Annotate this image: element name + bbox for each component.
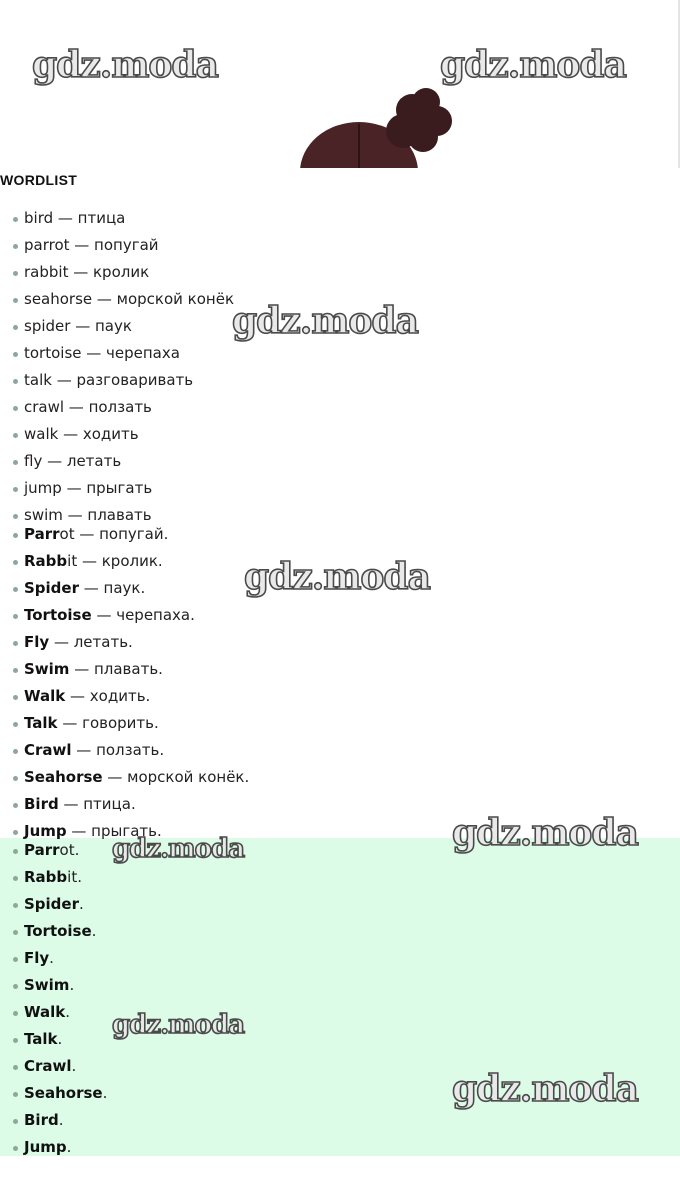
list-item-text: . <box>49 949 54 967</box>
list-item <box>0 1001 680 1028</box>
list-item-text: . <box>102 1084 108 1102</box>
list-item <box>0 893 680 920</box>
list-item-text: — прыгать. <box>66 822 162 840</box>
list-item-text: parrot — попугай <box>24 236 159 254</box>
list-item-bold: Fly <box>24 949 50 967</box>
list-item-text: — ползать. <box>71 741 165 759</box>
watermark: gdz.moda <box>32 44 218 86</box>
list-item-bold: Seahorse <box>24 1084 103 1102</box>
list-item <box>0 342 680 369</box>
list-item-text: ot. <box>59 841 80 859</box>
list-item-bold: Swim <box>24 660 70 678</box>
list-item-text: walk — ходить <box>24 425 139 443</box>
list-item <box>0 766 680 793</box>
hair-curl <box>408 122 438 152</box>
list-item-bold: Jump <box>24 822 67 840</box>
list-item <box>0 1028 680 1055</box>
list-item-text: bird — птица <box>24 209 126 227</box>
list-item-text: . <box>79 895 84 913</box>
list-item-bold: Crawl <box>24 1057 72 1075</box>
list-item <box>0 450 680 477</box>
list-item-text: . <box>66 1138 72 1156</box>
watermark: gdz.moda <box>112 834 245 864</box>
wordlist-heading: WORDLIST <box>0 172 78 188</box>
list-item-bold: Tortoise <box>24 606 92 624</box>
list-item-text: . <box>57 1030 63 1048</box>
list-item <box>0 658 680 685</box>
list-item-bold: Spider <box>24 579 79 597</box>
list-item-bold: Parr <box>24 525 60 543</box>
list-item <box>0 369 680 396</box>
list-item-text: . <box>69 976 75 994</box>
list-item-text: rabbit — кролик <box>24 263 150 281</box>
list-item-bold: Bird <box>24 1111 59 1129</box>
list-item-bold: Parr <box>24 841 60 859</box>
list-item-bold: Talk <box>24 714 58 732</box>
wordlist <box>0 207 680 531</box>
list-item-text: . <box>91 922 97 940</box>
list-item-bold: Tortoise <box>24 922 92 940</box>
list-item <box>0 207 680 234</box>
list-item <box>0 920 680 947</box>
list-item-bold: Rabb <box>24 552 68 570</box>
list-item-text: — черепаха. <box>91 606 195 624</box>
list-item-bold: Spider <box>24 895 79 913</box>
list-item <box>0 604 680 631</box>
list-item-text: fly — летать <box>24 452 122 470</box>
list-item-bold: Crawl <box>24 741 72 759</box>
list-item-text: crawl — ползать <box>24 398 152 416</box>
list-item <box>0 1109 680 1136</box>
watermark: gdz.moda <box>112 1010 245 1040</box>
list-item-text: seahorse — морской конёк <box>24 290 235 308</box>
list-item <box>0 947 680 974</box>
watermark: gdz.moda <box>452 812 638 854</box>
list-item-text: — плавать. <box>69 660 163 678</box>
list-item-bold: Jump <box>24 1138 67 1156</box>
list-item-text: swim — плавать <box>24 506 152 524</box>
list-item-bold: Walk <box>24 687 66 705</box>
list-item <box>0 631 680 658</box>
list-item-bold: Talk <box>24 1030 58 1048</box>
list-item-text: — птица. <box>58 795 136 813</box>
list-item-bold: Walk <box>24 1003 66 1021</box>
list-item <box>0 423 680 450</box>
list-item-bold: Fly <box>24 633 50 651</box>
list-item <box>0 234 680 261</box>
watermark: gdz.moda <box>440 44 626 86</box>
list-item-text: tortoise — черепаха <box>24 344 180 362</box>
list-item <box>0 712 680 739</box>
list-item-bold: Swim <box>24 976 70 994</box>
list-item-text: — летать. <box>49 633 133 651</box>
list-item-text: it — кролик. <box>67 552 163 570</box>
list-item-text: spider — паук <box>24 317 132 335</box>
list-item-bold: Bird <box>24 795 59 813</box>
list-item-text: — ходить. <box>65 687 151 705</box>
cartoon-character-head <box>300 86 460 168</box>
list-item-bold: Seahorse <box>24 768 103 786</box>
list-item <box>0 739 680 766</box>
answer-list <box>0 839 680 1163</box>
list-item <box>0 261 680 288</box>
list-item <box>0 523 680 550</box>
list-item-text: talk — разговаривать <box>24 371 194 389</box>
list-item-text: ot — попугай. <box>59 525 169 543</box>
list-item <box>0 396 680 423</box>
list-item-text: — говорить. <box>57 714 159 732</box>
watermark: gdz.moda <box>244 556 430 598</box>
watermark: gdz.moda <box>452 1068 638 1110</box>
list-item-bold: Rabb <box>24 868 68 886</box>
list-item-text: . <box>58 1111 64 1129</box>
list-item-text: . <box>71 1057 77 1075</box>
list-item <box>0 477 680 504</box>
list-item-text: — паук. <box>79 579 146 597</box>
list-item <box>0 685 680 712</box>
hair-part-line <box>358 124 360 168</box>
list-item-text: it. <box>67 868 82 886</box>
list-item-text: . <box>65 1003 71 1021</box>
list-item <box>0 1136 680 1163</box>
list-item-text: — морской конёк. <box>102 768 250 786</box>
list-item <box>0 866 680 893</box>
list-item-text: jump — прыгать <box>24 479 153 497</box>
list-item <box>0 974 680 1001</box>
watermark: gdz.moda <box>232 300 418 342</box>
